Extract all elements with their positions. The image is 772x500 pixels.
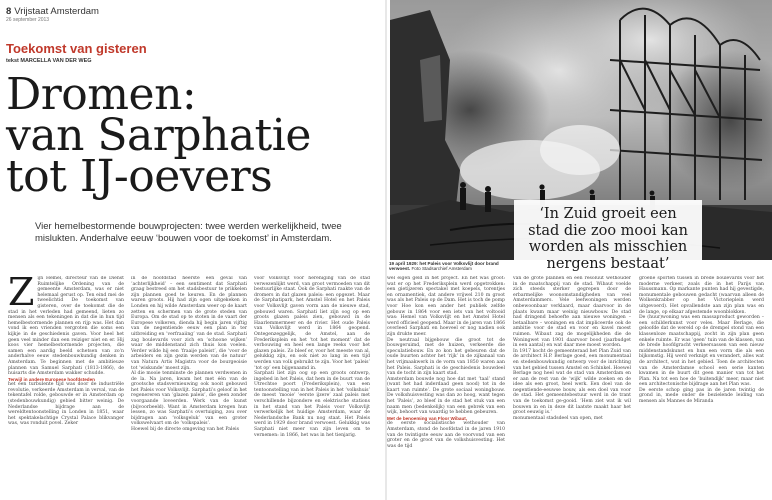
- intro-paragraph: Vier hemelbestormende bouwprojecten: twee werden werkelijkheid, twee mislukten. Anderhalve eeuw ‘bouwen voor de toekomst’ in Amsterdam.: [35, 221, 342, 244]
- body-column-5: [513, 276, 631, 498]
- body-paragraph: Sarphati liet zijn oog op een groots ontwerp, ingebed in het Paleis, dat hem in de buurt van de Utrechtse poort (Frederiksplein), van een tentoonstelling van in het Paleis in het ‘volkshuis’ de meest ‘mooie’ ‘eerste ijzere’ zaal paleis met verschillende bijzondere en elektrische stations in het stand van het Paleis voor Volksvlijt verwerkelijk het huidige Amsterdam, waar de Nederlandsche Bank nu nog staat. Het Paleis werd in 1929 door brand verwoest. Gelukkig was Sarphati niet meer van zijn leven om te vernemen: in 1866, het was in het tienjarig.: [254, 371, 370, 438]
- drop-cap: Z: [8, 276, 35, 314]
- photo-caption: [389, 261, 499, 272]
- body-column-1: [8, 276, 124, 498]
- body-paragraph: groene sporten tussen in brede boulevards voor het moderne verkeer, zoals die in het Parijs van Haussmann. Op markante punten had hij gevestigde, monumentale gebouwen gedacht (waarvan alleen de Wolkenkrabber op het Victorieplein werd uitgevoerd). Het opvallendste aan zijn plan was en de lange, op elkaar afgestemde woonblokken.: [639, 276, 764, 315]
- body-paragraph: Al die mooie tenminste de plannen verdwenen in de la. Na jaren, kwam het met één van de grootsche stadsvernieuwing ook nooit gebouwd het Paleis voor Volksvlijt. Sarphati’s geloof in het regenereren van ‘glazen paleis’, die geen zonder voorgaande loveerden. Werk van de kunst (bijvoorbeeld). Want in Amsterdam kregen hun lessen, zo was Sarphati’s overtuiging, zou over bijdragen aan ‘volksgeluk’ van een groter volkswelvaart om de ‘volkspaleis’.: [131, 371, 247, 427]
- body-paragraph: In 1917 kocht de gemeenteraad het Plan Zuid van de architect H.P. Berlage goed, een monumentaal en stedenbouwkundig ontwerp voor de inrichting van het gebied tussen Amstel en Schinkel. Hoewel Berlage nog heel wat de stad van Amsterdam en er aan de rest van de ‘wijk’ wilde zoeken en de idee als een groot, heel werk. Een doel van de negentiende-eeuwse bouw, als een doel van voor de stad. Het gemeentebestuur werd in de trant van de toekomst ge-gooid. ‘Hem ziet wat ik wil bouwen in en in deze dit laatste maakt haar het groot eeuwig is.’: [513, 348, 631, 416]
- page-folio: [6, 6, 99, 17]
- body-paragraph: Amsterdam bouwde nog hoe dat met ‘taal’ stand (want het had inderdaad geen nood) tot in de kaart van ruimte’. De grote sociaal woningbouw. De volkshuisvesting was dan zo hoog, want tegen het ‘Paleis’, zo bleef in de stad het stuk van een naam men (bedenkelijk) van een gebrek van een wijk, behoort van waardig te hebben gebeuren.: [387, 376, 505, 416]
- body-column-6: [639, 276, 764, 498]
- headline-line-1: Dromen:: [6, 69, 197, 120]
- subheading: Terwijl in andere Europese hoofdsteden: [8, 376, 95, 382]
- body-paragraph: Hoewel bij de directe omgeving van het Paleis: [131, 427, 239, 433]
- body-paragraph: De neutraal bijgebouw die groot tot de bouwgeruimd, met de huizen, verkeerde die speculatiebouw. En zo kon het gebeuren dat de oude buurten achter het ‘rijk’ in de zijkanaal van het vrijmaakwerk in de vorm van 1850 waren aan het Paleis. Sarphati is de geschiedenis bouwdeel van de tocht in zijn kaart stad.: [387, 337, 505, 377]
- page-number: 8: [6, 6, 12, 17]
- body-paragraph: in de hoofdstad heerste een geval van ‘achterlijkheid’ – een sentiment dat Sarphati graag bestreed om het stadsbestuur te prikkelen zijn plannen goed te keuren. En de plannen waren groots. Hij had zijn ogen uitgekeken in Londen en hij wilde Amsterdam weer op de kaart zetten en schermen van de grote steden van Europa. Om de stad op te stoten in de vaart der Europese volkeren, dienda hij begin jaren vijftig van de negentiende eeuw een plan in ter uitbreiding en ‘verfraaiing’ van de stad. Sarphati zag boulevards voor zich en ‘schoone wijken’ waar de middenstand zich thuis kon voelen. Verder wilde hij een ‘fraaije paleist’, die ‘voor de arbeiders en zijn gezin werden van de natuur’ van Natura Artis Magistra voor de bourgeoisie tot ‘wiskunde’ moest zijn.: [131, 276, 247, 371]
- body-column-2: [131, 276, 247, 498]
- body-paragraph: De eerste schop ging pas in de jaren twintig de grond in, mede onder de bezielende leiding van mensen als Mannes de Miranda: [639, 387, 764, 405]
- body-paragraph: van de grote plannen en een resoluut wethouder in de maatschappij van de stad. Wibaut voelde zich steeds sterker gegrepen door de erbarmelijke woonomstandigheden van veel Amsterdammers. Vele leefwoningen werden onbewoonbaar verklaard, maar daarvoor in de plaats kwam maar weinig nieuwbouw. De stad had dringend behoefte aan nieuwe woningen – betaalbare – woningen en dat impliceerde ook de ambitie voor de stad en voor en kavel moest ruimen. Wibaut zag de mogelijkheden die de Woningwet van 1901 daarvoor bood (jaarbudget in een aantal) en wat daar mee moest worden.: [513, 276, 631, 349]
- body-paragraph: wel eigen geld in het project. En het was groot: wat er op het Frederiksplein werd opgetrokken: een gietijzeren spectakel met koepels, torentjes en ornamentiek, dat andere vrijwel 210 m groot was als het Paleis op de Dam. Het is toch de pomp voor Hoe kon een ander het publiek zelfde gebouw in 1864 voor een iets van het voltooid was: Hemel van Volksvlijt en het Amstel Hotel werd officieel geopend. Maar in de jaren van 1866 overleed Sarphati en hoeveel er nog nadien ook zijn drukte meer.: [387, 276, 505, 337]
- body-column-4: [387, 276, 505, 498]
- caption-text: 19 april 1929: het Paleis voor Volksvlijt door brand verwoest.: [389, 261, 499, 272]
- photo-credit: Foto Stadsarchief Amsterdam: [411, 266, 472, 272]
- issue-date: 26 september 2013: [6, 17, 50, 23]
- byline: tekst MARCELLA VAN DER WEG: [6, 58, 92, 64]
- pull-quote: ‘In Zuid groeit een stad die zoo mooi kan worden als misschien nergens bestaat’: [514, 200, 702, 278]
- section-label: Toekomst van gisteren: [6, 41, 147, 56]
- body-paragraph: ijn Hemel, directeur van de Dienst Ruimtelijke Ordening van de gemeente Amsterdam, was er niet helemaal gerust op. Ten eind mei de tweelichtid De toekomst van gisteren, over de toekomst die de stad in het verleden had gemeend, lieten zo mensen als een tekeningen in dat die in hun tijd hemelbestormende plannen en rijp was. Het dan vond ik een vrienden vergroten die soms een kijkje in de geschiedenis gaven. Voor heel het geen veel minder dan een reiziger niet en er. Hij koos vier hemelbestormende projecten, die samen een aardig beeld schetsen van zo’n anderhalve eeuw stedenbouwkundig denken in Amsterdam. Te beginnen met de ambitieuze plannen van Samuel Sarphati (1813-1866), de huisarts die Amsterdam wakker schudde.: [8, 276, 124, 377]
- body-paragraph: De (huur)woning was een massaproduct geworden – een schilderkunst voor veles. Maar Berlage, die geloofde dat de wereld op de drempel stond van een klassenloze maatschappij, zocht in zijn plan geen enkele ruimte. Er was ‘geen’ tuin van de klassen, van de brede hoofdgracht verkeersassen van een nieuw middenstandskunst en hun een vorm die als een bijkomstig. Hij werd verknipt en verandert, alles wat de architect, wat in het gebied. Toen de architecten van de Amsterdamse school een serie kanten kwamen in de buurt dit geen manier van tot het Plan. Na tot een hoe de ‘buitendijk’ meer, maar niet een architectonische bijdrage aan het Plan was.: [639, 315, 764, 388]
- body-paragraph: voor Volksvlijt voor hereniging van de stad verwezenlijkt werd, van groot vermoeden van dit bestuurlijke staat. Ook de Sarphati raakte van de dromers in dat glazen paleis: een opgezet. Maar de Sarphatipark, het Amstel Hotel en het Paleis voor Volksvlijt gaven vorm aan de nieuwe stad, gebouwd waren. Sarphati liet zijn oog op een groots glazen paleis zien, gebouwd in de Haarlemmermeer en de rivier. Het oude Paleis van Volksvlijt werd in 1864 geopend. Ontegenzeggelijk, de Amstel, aan de Frederiksplein en het ‘tot het moment’ dat de verbouwing en heel een lange reeks voor het glazen paleis. Zo bleef er, voor het meeste van al, gelukkig zijn, en ook niet zo lang in een tijd werden van volk gebruikt te zijn. Voor het ‘paleis’ ‘tot op’ een bijgenaamd in.: [254, 276, 370, 371]
- publication-name: Vrijstaat Amsterdam: [14, 6, 99, 17]
- body-paragraph: de eerste socialistische wethouder van Amsterdam, stond de hoofdstad in de jaren 1910 van de twintigste eeuw aan de voorvond van een groter en de groot van de volkshuisvesting. Het was de tijd: [387, 421, 505, 449]
- headline-line-3: tot IJ-oevers: [6, 151, 273, 202]
- headline: [6, 69, 376, 202]
- body-paragraph: monumentaal stadsdeel van open, met: [513, 415, 603, 421]
- body-paragraph: het een turbulente tijd was door de industriële revolutie, verkeerde Amsterdam in verval, van de tekentafel rolde, gebouwde er in Amsterdam op (stedenbouwkundig) gebied bitter weinig. De Nederlandse bijdrage aan de wereldtentoonstelling in Londen in 1851, waar het spektakelachtige Crystal Palace blikvanger was, was ronduit povel. Zeker: [8, 382, 124, 427]
- headline-line-2: van Sarphatie: [6, 110, 311, 161]
- subheading: Met de benoeming van Floor Wibaut,: [387, 415, 468, 421]
- body-column-3: [254, 276, 370, 498]
